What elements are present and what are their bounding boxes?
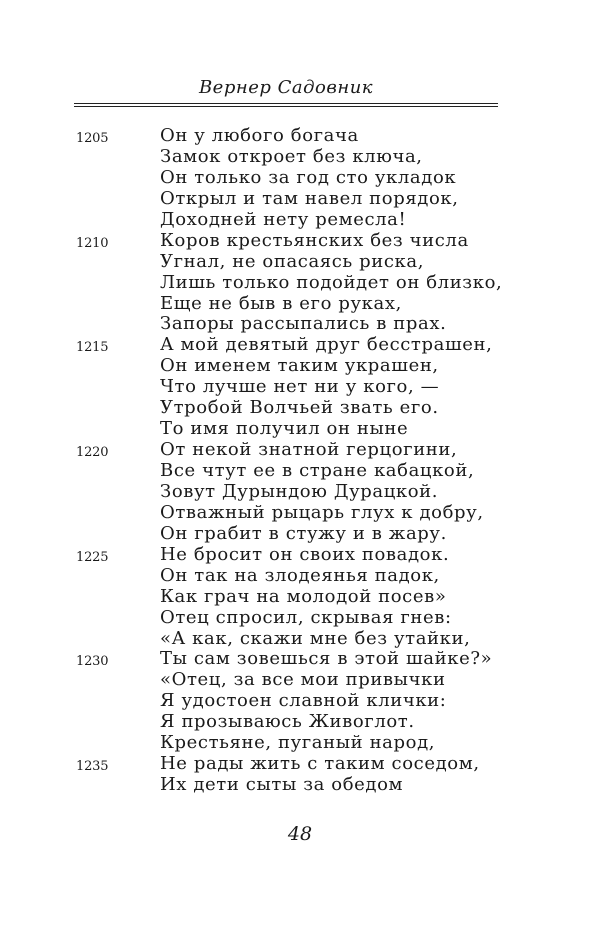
verse-line-text: Я прозываюсь Живоглот. [160,711,415,733]
verse-line-text: Запоры рассыпались в прах. [160,313,447,335]
line-number: 1205 [76,131,109,146]
verse-line-text: Не бросит он своих повадок. [160,543,450,565]
verse-line-text: Он только за год сто укладок [160,166,457,188]
verse-line [0,168,600,189]
verse-line-text: Еще не быв в его руках, [160,292,402,314]
verse-line [0,398,600,419]
verse-line-text: Зовут Дурындою Дурацкой. [160,480,439,502]
verse-line [0,461,600,482]
verse-line [0,231,600,252]
header-rule-top [74,103,498,104]
verse-line-text: Что лучше нет ни у кого, — [160,376,440,398]
verse-line-text: Их дети сыты за обедом [160,774,404,796]
verse-line [0,503,600,524]
verse-line [0,273,600,294]
running-head: Вернер Садовник [198,77,374,98]
line-number: 1230 [76,654,109,670]
verse-line [0,126,600,147]
verse-line [0,629,600,650]
verse-line-text: То имя получил он ныне [160,418,409,440]
verse-line [0,356,600,377]
line-number: 1225 [76,549,109,565]
verse-line [0,545,600,566]
verse-line-text: Замок откроет без ключа, [160,145,423,167]
verse-line-text: Он так на злодеянья падок, [160,564,440,586]
verse-line-text: Он именем таким украшен, [160,355,439,377]
verse-line [0,189,600,210]
verse-line [0,608,600,629]
verse-line [0,294,600,315]
page-number: 48 [287,823,313,845]
verse-line [0,587,600,608]
verse-line [0,335,600,356]
verse-line [0,733,600,754]
verse-line-text: Открыл и там навел порядок, [160,187,459,209]
verse-line-text: Не рады жить с таким соседом, [160,753,480,775]
poem-verse [0,126,600,796]
line-number: 1220 [76,445,109,461]
verse-line [0,419,600,440]
verse-line-text: Отец спросил, скрывая гнев: [160,606,452,628]
verse-line [0,712,600,733]
verse-line [0,482,600,503]
verse-line [0,566,600,587]
verse-line [0,524,600,545]
verse-line [0,691,600,712]
verse-line [0,210,600,231]
verse-line [0,670,600,691]
verse-line-text: «Отец, за все мои привычки [160,669,446,691]
verse-line-text: Он у любого богача [160,125,359,146]
header-rule-bottom [74,106,498,107]
verse-line-text: От некой знатной герцогини, [160,439,458,461]
verse-line-text: Он грабит в стужу и в жару. [160,522,447,544]
verse-line [0,147,600,168]
verse-line-text: Я удостоен славной клички: [160,690,447,712]
verse-line [0,440,600,461]
line-number: 1235 [76,759,109,775]
verse-line [0,252,600,273]
verse-line-text: Коров крестьянских без числа [160,229,469,251]
verse-line-text: А мой девятый друг бесстрашен, [160,334,493,356]
verse-line-text: Утробой Волчьей звать его. [160,397,439,419]
verse-line [0,649,600,670]
verse-line [0,754,600,775]
verse-line-text: Доходней нету ремесла! [160,208,407,230]
verse-line [0,314,600,335]
verse-line [0,775,600,796]
verse-line-text: Отважный рыцарь глух к добру, [160,501,484,523]
verse-line-text: Крестьяне, пуганый народ, [160,732,436,754]
verse-line [0,377,600,398]
verse-line-text: Угнал, не опасаясь риска, [160,250,425,272]
verse-line-text: Как грач на молодой посев» [160,585,447,607]
verse-line-text: Все чтут ее в стране кабацкой, [160,460,475,481]
line-number: 1210 [76,235,109,251]
verse-line-text: Лишь только подойдет он близко, [160,271,503,293]
verse-line-text: «А как, скажи мне без утайки, [160,627,471,649]
verse-line-text: Ты сам зовешься в этой шайке?» [160,648,493,670]
line-number: 1215 [76,340,109,356]
